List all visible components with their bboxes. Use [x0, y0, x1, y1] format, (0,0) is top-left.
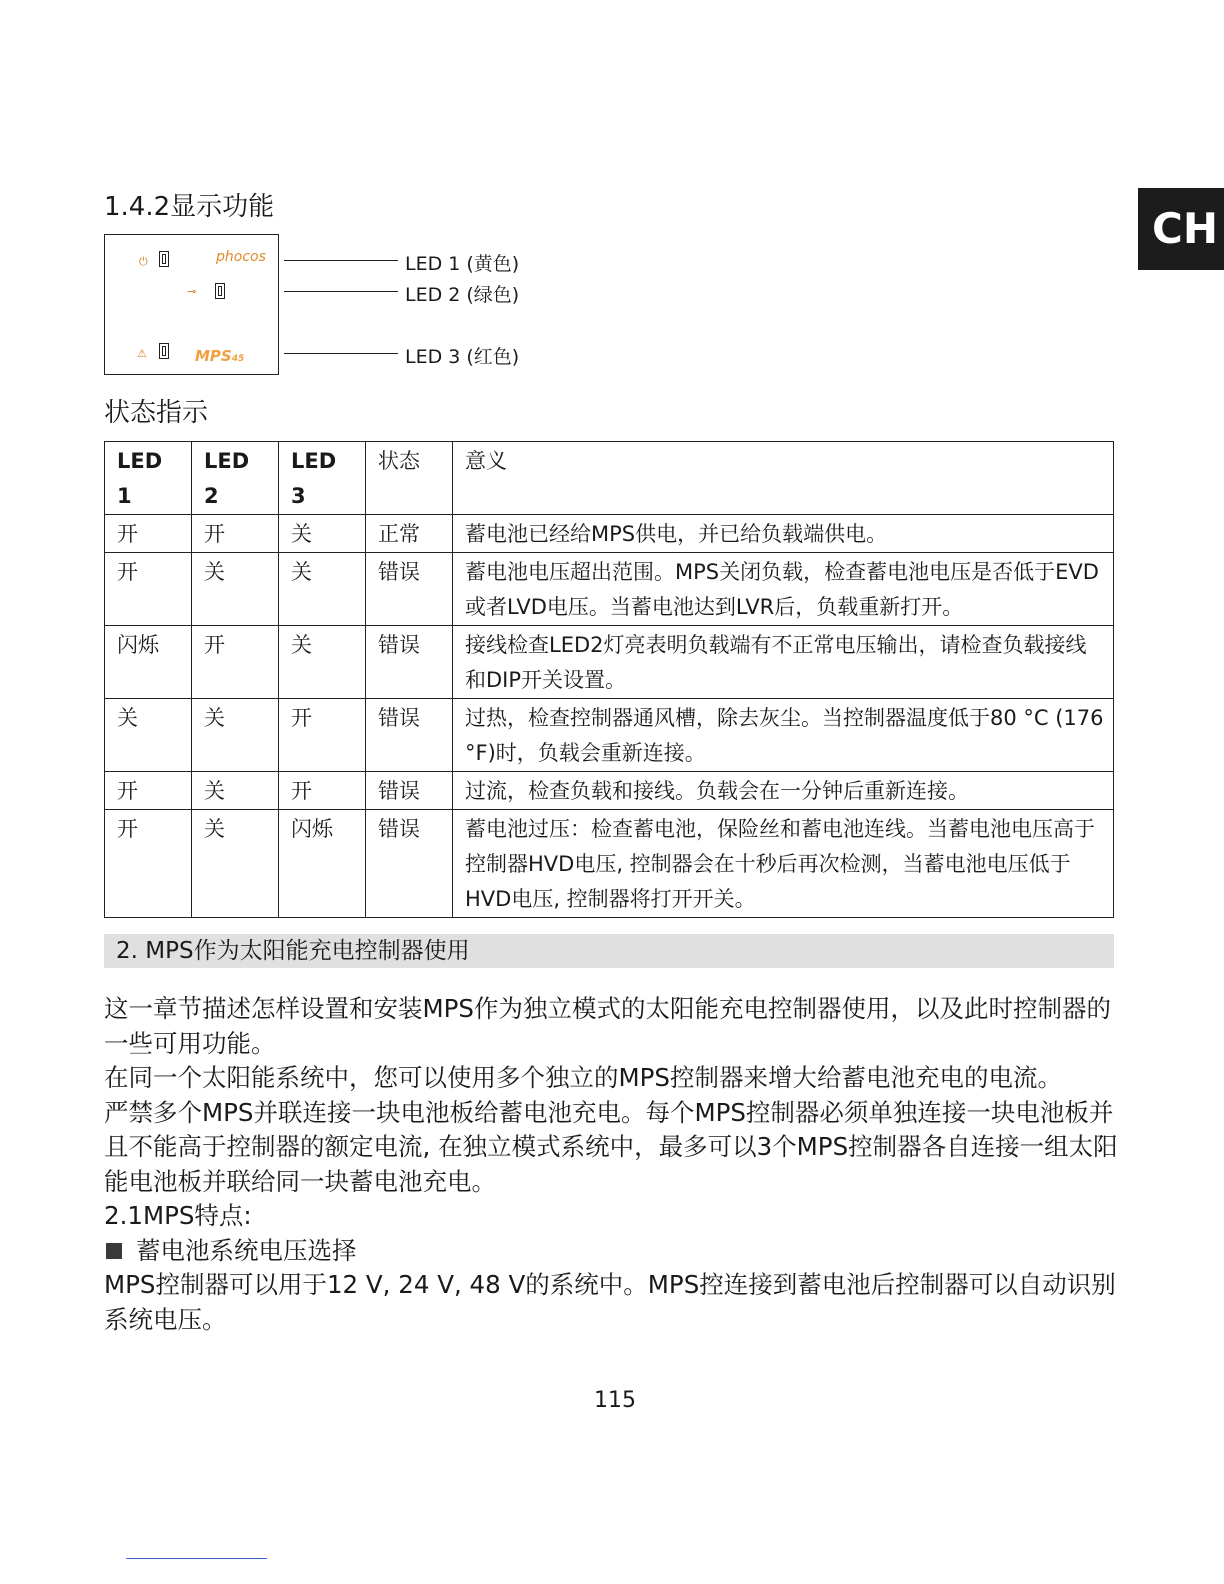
cell-led2: 关 — [192, 772, 279, 810]
cell-led2: 开 — [192, 626, 279, 699]
table-row — [105, 772, 1114, 810]
power-icon: ⏻ — [139, 255, 148, 268]
chapter-heading: 2. MPS作为太阳能充电控制器使用 — [116, 938, 470, 964]
cell-meaning: 过热，检查控制器通风槽，除去灰尘。当控制器温度低于80 °C (176 °F)时，负载会重新连接。 — [453, 699, 1114, 772]
led-1-leader-line — [284, 260, 398, 261]
bullet-text: 蓄电池系统电压选择 — [136, 1235, 357, 1265]
header-led2: LED 2 — [192, 442, 279, 515]
table-row — [105, 515, 1114, 553]
table-row — [105, 553, 1114, 626]
paragraph-multiple-controllers: 在同一个太阳能系统中，您可以使用多个独立的MPS控制器来增大给蓄电池充电的电流。 — [104, 1063, 1062, 1092]
cell-state: 错误 — [366, 626, 453, 699]
led-panel-diagram — [104, 234, 279, 375]
header-state: 状态 — [366, 442, 453, 515]
warning-icon: ⚠ — [137, 347, 147, 360]
cell-led1: 闪烁 — [105, 626, 192, 699]
cell-state: 错误 — [366, 699, 453, 772]
paragraph-warning: 严禁多个MPS并联连接一块电池板给蓄电池充电。每个MPS控制器必须单独连接一块电池板并且不能高于控制器的额定电流, 在独立模式系统中，最多可以3个MPS控制器各自连接一组太阳能电池板并联给同一块蓄电池充电。 — [104, 1097, 1118, 1196]
cell-led3: 关 — [279, 553, 366, 626]
led-1-indicator — [159, 251, 169, 267]
cell-led3: 关 — [279, 626, 366, 699]
chapter-body — [104, 992, 1118, 1337]
chapter-heading-bar — [104, 934, 1114, 968]
led-1-label: LED 1 (黄色) — [405, 253, 520, 275]
table-row — [105, 810, 1114, 918]
load-icon: ⊸ — [187, 285, 197, 298]
bullet-item — [104, 1234, 1118, 1269]
cell-led2: 开 — [192, 515, 279, 553]
led-2-label: LED 2 (绿色) — [405, 284, 520, 306]
cell-meaning: 接线检查LED2灯亮表明负载端有不正常电压输出，请检查负载接线和DIP开关设置。 — [453, 626, 1114, 699]
brand-logo: phocos — [216, 249, 266, 265]
led-3-label: LED 3 (红色) — [405, 346, 520, 368]
cell-state: 错误 — [366, 810, 453, 918]
cell-led1: 开 — [105, 553, 192, 626]
header-meaning: 意义 — [453, 442, 1114, 515]
cell-led3: 开 — [279, 699, 366, 772]
cell-led2: 关 — [192, 810, 279, 918]
cell-led2: 关 — [192, 553, 279, 626]
header-led1: LED 1 — [105, 442, 192, 515]
led-2-indicator — [215, 283, 225, 299]
footer-rule — [126, 1558, 267, 1559]
cell-led3: 闪烁 — [279, 810, 366, 918]
subsection-title: 2.1MPS特点: — [104, 1201, 252, 1230]
led-3-leader-line — [284, 353, 398, 354]
cell-meaning: 蓄电池电压超出范围。MPS关闭负载，检查蓄电池电压是否低于EVD或者LVD电压。当蓄电池达到LVR后，负载重新打开。 — [453, 553, 1114, 626]
paragraph-intro: 这一章节描述怎样设置和安装MPS作为独立模式的太阳能充电控制器使用，以及此时控制器的一些可用功能。 — [104, 994, 1111, 1058]
table-row — [105, 699, 1114, 772]
section-title: 1.4.2显示功能 — [104, 192, 275, 222]
table-row — [105, 626, 1114, 699]
table-header-row — [105, 442, 1114, 515]
status-title: 状态指示 — [104, 398, 209, 428]
cell-led2: 关 — [192, 699, 279, 772]
cell-led1: 开 — [105, 515, 192, 553]
cell-led1: 开 — [105, 772, 192, 810]
page-number: 115 — [594, 1388, 636, 1413]
cell-meaning: 过流，检查负载和接线。负载会在一分钟后重新连接。 — [453, 772, 1114, 810]
square-bullet-icon — [106, 1243, 122, 1259]
mps-logo: MPS45 — [195, 347, 245, 365]
led-2-leader-line — [284, 291, 398, 292]
led-3-indicator — [159, 343, 169, 359]
paragraph-voltage: MPS控制器可以用于12 V, 24 V, 48 V的系统中。MPS控连接到蓄电池后控制器可以自动识别系统电压。 — [104, 1270, 1116, 1334]
cell-led1: 关 — [105, 699, 192, 772]
language-tab: CH — [1138, 188, 1224, 270]
cell-led3: 关 — [279, 515, 366, 553]
cell-state: 错误 — [366, 553, 453, 626]
status-table — [104, 441, 1114, 918]
cell-state: 正常 — [366, 515, 453, 553]
cell-state: 错误 — [366, 772, 453, 810]
cell-led1: 开 — [105, 810, 192, 918]
cell-meaning: 蓄电池已经给MPS供电，并已给负载端供电。 — [453, 515, 1114, 553]
cell-meaning: 蓄电池过压：检查蓄电池，保险丝和蓄电池连线。当蓄电池电压高于控制器HVD电压, 控制器会在十秒后再次检测，当蓄电池电压低于HVD电压, 控制器将打开开关。 — [453, 810, 1114, 918]
header-led3: LED 3 — [279, 442, 366, 515]
cell-led3: 开 — [279, 772, 366, 810]
